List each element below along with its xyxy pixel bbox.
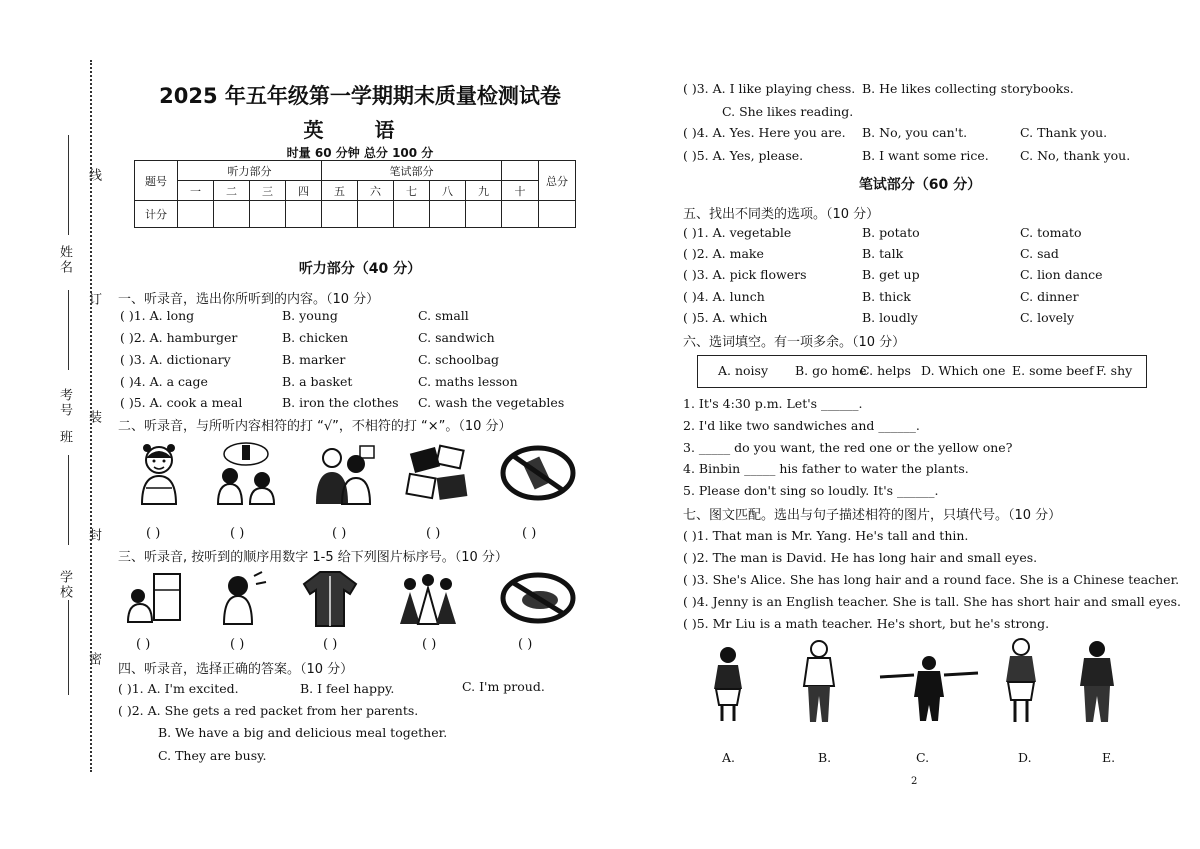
section-6-title: 六、选词填空。有一项多余。（10 分）: [683, 335, 906, 350]
score-cell[interactable]: [394, 201, 430, 228]
s7-q2: ( )2. The man is David. He has long hair and small eyes.: [683, 550, 1038, 565]
s1-q4-c: C. maths lesson: [418, 374, 518, 389]
s5-q5-a: ( )5. A. which: [683, 310, 768, 325]
s4-q2-a: ( )2. A. She gets a red packet from her parents.: [118, 703, 419, 718]
s4-q2-b: B. We have a big and delicious meal together.: [158, 725, 448, 740]
section-5-title: 五、找出不同类的选项。（10 分）: [683, 207, 880, 222]
s1-q1-b: B. young: [282, 308, 338, 323]
col-7: 七: [394, 181, 430, 201]
s4-q4-a: ( )4. A. Yes. Here you are.: [683, 125, 846, 140]
kids-drink-picture: [210, 440, 282, 506]
section-1-title: 一、听录音，选出你所听到的内容。（10 分）: [118, 292, 380, 307]
s5-q5-b: B. loudly: [862, 310, 918, 325]
s5-q4-b: B. thick: [862, 289, 911, 304]
s7-q5: ( )5. Mr Liu is a math teacher. He's short, but he's strong.: [683, 616, 1050, 631]
s7-label-e: E.: [1102, 750, 1116, 765]
exam-number-label: 考号: [57, 388, 72, 418]
s6-q3: 3. _____ do you want, the red one or the yellow one?: [683, 440, 1013, 455]
s3-answer-2[interactable]: ( ): [230, 637, 245, 652]
s1-q5-c: C. wash the vegetables: [418, 395, 565, 410]
girl-picture: [128, 440, 190, 506]
s4-q4-b: B. No, you can't.: [862, 125, 968, 140]
s6-q4: 4. Binbin _____ his father to water the plants.: [683, 461, 969, 476]
s5-q2-a: ( )2. A. make: [683, 246, 764, 261]
col-3: 三: [250, 181, 286, 201]
s5-q1-a: ( )1. A. vegetable: [683, 225, 792, 240]
s4-q4-c: C. Thank you.: [1020, 125, 1108, 140]
exam-title: 2025 年五年级第一学期期末质量检测试卷: [159, 84, 561, 108]
col-9: 九: [466, 181, 502, 201]
s5-q1-b: B. potato: [862, 225, 920, 240]
person-a-picture: [702, 645, 754, 723]
s5-q3-c: C. lion dance: [1020, 267, 1103, 282]
total-header: 总分: [539, 161, 576, 201]
word-option-b: B. go home: [795, 363, 867, 378]
score-cell[interactable]: [502, 201, 539, 228]
s1-q3-a: ( )3. A. dictionary: [120, 352, 231, 367]
person-c-picture: [874, 655, 984, 723]
s1-q4-b: B. a basket: [282, 374, 353, 389]
col-5: 五: [322, 181, 358, 201]
s4-q1-a: ( )1. A. I'm excited.: [118, 681, 239, 696]
s7-q1: ( )1. That man is Mr. Yang. He's tall and thin.: [683, 528, 969, 543]
s1-q3-b: B. marker: [282, 352, 346, 367]
word-option-e: E. some beef: [1012, 363, 1094, 378]
col-2: 二: [214, 181, 250, 201]
s4-q1-b: B. I feel happy.: [300, 681, 395, 696]
s7-label-a: A.: [722, 750, 736, 765]
page-number: 2: [911, 776, 918, 787]
class-label: 班: [57, 430, 72, 445]
person-d-picture: [994, 638, 1048, 724]
s7-q3: ( )3. She's Alice. She has long hair and a round face. She is a Chinese teacher.: [683, 572, 1180, 587]
word-option-c: C. helps: [860, 363, 911, 378]
s3-answer-1[interactable]: ( ): [136, 637, 151, 652]
s2-answer-2[interactable]: ( ): [230, 526, 245, 541]
s5-q1-c: C. tomato: [1020, 225, 1082, 240]
s1-q2-c: C. sandwich: [418, 330, 495, 345]
family-picture: [310, 442, 378, 506]
score-cell[interactable]: [466, 201, 502, 228]
score-cell[interactable]: [322, 201, 358, 228]
s1-q2-b: B. chicken: [282, 330, 349, 345]
seal-char-4: 封: [86, 528, 101, 543]
s2-answer-1[interactable]: ( ): [146, 526, 161, 541]
time-info: 时量 60 分钟 总分 100 分: [286, 146, 434, 160]
word-option-d: D. Which one: [921, 363, 1006, 378]
s7-label-d: D.: [1018, 750, 1032, 765]
s1-q1-a: ( )1. A. long: [120, 308, 195, 323]
school-label: 学校: [57, 570, 72, 600]
s1-q1-c: C. small: [418, 308, 469, 323]
s3-answer-5[interactable]: ( ): [518, 637, 533, 652]
score-row-label: 计分: [135, 201, 178, 228]
col-1: 一: [178, 181, 214, 201]
col-4: 四: [286, 181, 322, 201]
col-10: 十: [502, 181, 539, 201]
s7-label-b: B.: [818, 750, 832, 765]
writing-header: 笔试部分: [322, 161, 502, 181]
section-4-title: 四、听录音，选择正确的答案。（10 分）: [118, 662, 354, 677]
seal-char-3: 装: [86, 410, 101, 425]
word-bank-box: [697, 355, 1147, 388]
s4-q1-c: C. I'm proud.: [462, 679, 545, 694]
score-header-cell: 题号: [135, 161, 178, 201]
boy-reading-picture: [124, 572, 186, 624]
s2-answer-5[interactable]: ( ): [522, 526, 537, 541]
s7-label-c: C.: [916, 750, 930, 765]
listening-section-title: 听力部分（40 分）: [298, 261, 422, 277]
binding-line-2: [68, 290, 69, 370]
s5-q2-c: C. sad: [1020, 246, 1059, 261]
section-7-title: 七、图文匹配。选出与句子描述相符的图片，只填代号。（10 分）: [683, 508, 1062, 523]
word-option-a: A. noisy: [718, 363, 769, 378]
s4-q3-c: C. She likes reading.: [722, 104, 854, 119]
seal-char-1: 线: [86, 168, 101, 183]
s5-q2-b: B. talk: [862, 246, 904, 261]
s5-q4-a: ( )4. A. lunch: [683, 289, 765, 304]
writing-section-title: 笔试部分（60 分）: [858, 177, 982, 193]
score-cell[interactable]: [178, 201, 214, 228]
s7-q4: ( )4. Jenny is an English teacher. She is tall. She has short hair and small eyes.: [683, 594, 1182, 609]
score-table: [134, 160, 576, 228]
binding-line-4: [68, 600, 69, 695]
no-food-sign: [500, 572, 576, 624]
s1-q5-a: ( )5. A. cook a meal: [120, 395, 243, 410]
seal-dotted-line: [90, 60, 92, 772]
s5-q5-c: C. lovely: [1020, 310, 1075, 325]
s1-q5-b: B. iron the clothes: [282, 395, 399, 410]
cards-picture: [402, 442, 474, 506]
word-option-f: F. shy: [1096, 363, 1133, 378]
s5-q4-c: C. dinner: [1020, 289, 1079, 304]
section-2-title: 二、听录音，与所听内容相符的打 “√”，不相符的打 “×”。（10 分）: [118, 419, 512, 434]
s4-q5-c: C. No, thank you.: [1020, 148, 1131, 163]
s5-q3-a: ( )3. A. pick flowers: [683, 267, 807, 282]
listening-header: 听力部分: [178, 161, 322, 181]
subject-title: 英 语: [303, 118, 417, 142]
col-8: 八: [430, 181, 466, 201]
s6-q5: 5. Please don't sing so loudly. It's ______.: [683, 483, 939, 498]
s6-q2: 2. I'd like two sandwiches and ______.: [683, 418, 920, 433]
score-cell[interactable]: [286, 201, 322, 228]
s1-q2-a: ( )2. A. hamburger: [120, 330, 238, 345]
s3-answer-4[interactable]: ( ): [422, 637, 437, 652]
s1-q3-c: C. schoolbag: [418, 352, 500, 367]
girl-singing-picture: [214, 570, 270, 626]
section-3-title: 三、听录音, 按听到的顺序用数字 1-5 给下列图片标序号。（10 分）: [118, 550, 508, 565]
s5-q3-b: B. get up: [862, 267, 920, 282]
s4-q3-b: B. He likes collecting storybooks.: [862, 81, 1074, 96]
score-cell[interactable]: [430, 201, 466, 228]
score-cell[interactable]: [214, 201, 250, 228]
score-cell[interactable]: [358, 201, 394, 228]
no-phone-sign: [500, 445, 576, 501]
score-cell[interactable]: [250, 201, 286, 228]
person-b-picture: [790, 640, 848, 724]
binding-line-1: [68, 135, 69, 235]
s4-q5-b: B. I want some rice.: [862, 148, 989, 163]
s2-answer-3[interactable]: ( ): [332, 526, 347, 541]
s2-answer-4[interactable]: ( ): [426, 526, 441, 541]
jacket-picture: [300, 568, 360, 628]
seal-char-2: 订: [86, 292, 101, 307]
s4-q2-c: C. They are busy.: [158, 748, 267, 763]
person-e-picture: [1064, 640, 1130, 724]
s6-q1: 1. It's 4:30 p.m. Let's ______.: [683, 396, 863, 411]
s3-answer-3[interactable]: ( ): [323, 637, 338, 652]
binding-line-3: [68, 455, 69, 545]
score-cell[interactable]: [539, 201, 576, 228]
s1-q4-a: ( )4. A. a cage: [120, 374, 208, 389]
col-6: 六: [358, 181, 394, 201]
name-label: 姓名: [57, 245, 72, 275]
crowd-picture: [396, 570, 462, 626]
seal-char-5: 密: [86, 652, 101, 667]
s4-q5-a: ( )5. A. Yes, please.: [683, 148, 804, 163]
s4-q3-a: ( )3. A. I like playing chess.: [683, 81, 856, 96]
